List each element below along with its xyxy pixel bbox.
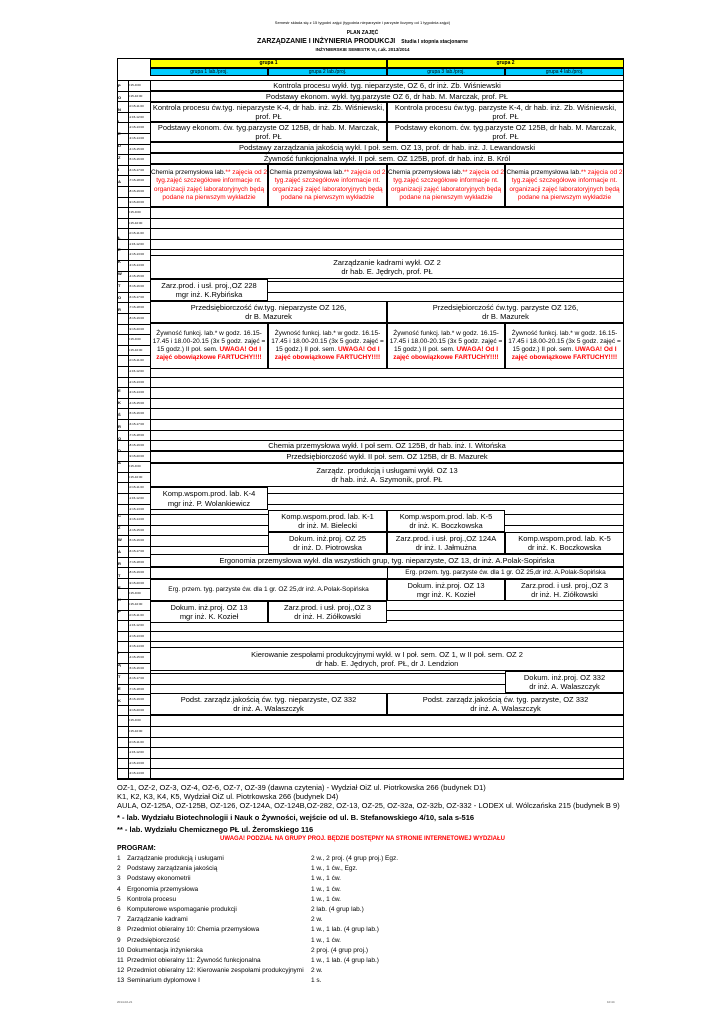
program-hours: 1 w., 1 ćw. [311, 885, 341, 893]
grid-row-line [117, 419, 624, 420]
program-item [117, 855, 617, 865]
time-label: 18:15-19:00 [128, 697, 145, 702]
program-hours: 1 s. [311, 977, 322, 985]
footer-time: 10:44 [607, 1000, 615, 1004]
title-text: ZARZĄDZANIE I INŻYNIERIA PRODUKCJI [257, 38, 396, 45]
mon-kontrola-cw-1: Kontrola procesu ćw.tyg. nieparzyste K-4, dr hab. inż. Zb. Wiśniewski, prof. PŁ [150, 102, 387, 122]
program-name: Seminarium dyplomowe I [127, 977, 200, 985]
time-label: 16:15-17:00 [128, 421, 145, 426]
day-letter: W [118, 271, 122, 276]
time-label: 12:15-13:00 [128, 506, 145, 511]
semester-label: INŻYNIERSKIE SEMESTR VI, r.ak. 2013/2014 [315, 47, 410, 52]
zyw-label: Żywność funkcj. lab.* w godz. 16.15-17.45 i 18.00-20.15 (3x 5 godz. zajęć = 15 godz.) II poł. sem. [271, 329, 384, 353]
time-label: 15:15-16:00 [128, 157, 145, 162]
time-label: 19:15-20:00 [128, 453, 145, 458]
wed-komp-lab [150, 487, 268, 510]
time-label: 12:15-13:00 [128, 760, 145, 765]
day-letter: W [118, 537, 122, 542]
subgroup-2: grupa 2 lab./proj. [268, 68, 387, 76]
time-label: 8:15-9:00 [128, 210, 141, 215]
program-item [117, 865, 617, 875]
footer-date: 2014-02-21 [117, 1000, 133, 1004]
time-label: 15:15-16:00 [128, 665, 145, 670]
chem-label: Chemia przemysłowa lab. [151, 169, 226, 177]
grid-row-line [117, 228, 624, 229]
program-item [117, 957, 617, 967]
red-warning: UWAGA! PODZIAŁ NA GRUPY PROJ. BĘDZIE DOSTĘPNY NA STRONIE INTERNETOWEJ WYDZIAŁU [220, 836, 505, 842]
grid-row-line [117, 207, 624, 208]
thu-komp-k5-lecturer: dr inż. K. Boczkowska [409, 521, 483, 530]
chem-note: ** zajęcia od 2 tyg.zajęć szczegółowe informacje nt. organizacji zajęć laboratoryjnych będą podane na pierwszym wykładzie [272, 169, 386, 201]
time-label: 18:15-19:00 [128, 570, 145, 575]
program-num: 11 [117, 957, 124, 964]
day-letter: E [118, 686, 121, 691]
program-item [117, 926, 617, 936]
tue-zywnosc-lab-1 [150, 323, 268, 369]
time-label: 11:15-12:00 [128, 623, 144, 628]
zyw-label: Żywność funkcj. lab.* w godz. 16.15-17.45 i 18.00-20.15 (3x 5 godz. zajęć = 15 godz.) II poł. sem. [508, 329, 621, 353]
time-label: 15:15-16:00 [128, 538, 145, 543]
grid-row-line [117, 779, 624, 780]
fri-dokum-title: Dokum. inż.proj. OZ 332 [523, 672, 606, 682]
program-num: 4 [117, 885, 121, 893]
zyw-warning: UWAGA! Od I zajęć obowiązkowe FARTUCHY!!!! [393, 346, 499, 362]
time-label: 13:15-14:00 [128, 135, 145, 140]
day-letter: E [118, 247, 121, 252]
program-hours: 1 w., 1 ćw. [311, 936, 341, 944]
note-bio-lab: * - lab. Wydziału Biotechnologii i Nauk o Żywności, wejście od ul. B. Stefanowskiego 4/10, sala s-516 [117, 813, 475, 822]
day-letter: Z [118, 525, 121, 530]
day-letter: A [118, 549, 121, 554]
thu-dokum-oz13 [150, 601, 268, 623]
day-letter: Ą [118, 662, 121, 667]
wed-zarzadz-wykl [150, 463, 624, 487]
chem-note: ** zajęcia od 2 tyg.zajęć szczegółowe informacje nt. organizacji zajęć laboratoryjnych będą podane na pierwszym wykładzie [509, 169, 623, 201]
time-label: 8:15-9:00 [128, 83, 141, 87]
thu-zarz-title: Zarz.prod. i usł. proj.,OZ 124A [395, 533, 497, 543]
program-name: Zarządzanie produkcją i usługami [127, 855, 224, 862]
page-title [0, 38, 725, 45]
grid-row-line [117, 377, 624, 378]
program-item [117, 977, 617, 987]
time-label: 16:15-17:00 [128, 294, 145, 299]
mon-kontrola-cw-2: Kontrola procesu ćw.tyg. parzyste K-4, dr hab. inż. Zb. Wiśniewski, prof. PŁ [387, 102, 624, 122]
chem-label: Chemia przemysłowa lab. [506, 169, 581, 177]
day-letter: I [118, 167, 120, 172]
program-hours: 1 w., 1 ćw. [311, 875, 341, 883]
program-item [117, 916, 617, 926]
subtitle-text: Studia I stopnia stacjonarne [401, 39, 468, 45]
grid-row-line [117, 218, 624, 219]
program-name: Przedmiot obieralny 11: Żywność funkcjonalna [127, 957, 261, 964]
time-label: 11:15-12:00 [128, 750, 144, 755]
time-label: 14:15-15:00 [128, 400, 145, 405]
program-hours: 1 w., 1 lab. (4 grup lab.) [311, 926, 379, 934]
wed-komp-lecturer: mgr inż. P. Wolankiewicz [167, 498, 251, 508]
note-rooms-2: K1, K2, K3, K4, K5, Wydział OiZ ul. Piotrkowska 266 (budynek D4) [117, 792, 339, 801]
program-num: 7 [117, 916, 121, 924]
time-label: 11:15-12:00 [128, 368, 144, 373]
grid-row-line [117, 631, 624, 632]
time-label: 11:15-12:00 [128, 114, 144, 119]
thu-komp-k1-lecturer: dr inż. M. Bielecki [298, 521, 357, 530]
program-num: 8 [117, 926, 121, 934]
time-label: 16:15-17:00 [128, 676, 145, 681]
program-name: Podstawy zarządzania jakością [127, 865, 218, 873]
time-label: 17:15-18:00 [128, 559, 145, 564]
program-hours: 1 w., 1 ćw., Egz. [311, 865, 358, 873]
program-name: Komputerowe wspomaganie produkcji [127, 906, 237, 913]
time-label: 12:15-13:00 [128, 379, 145, 384]
thu-komp-k1 [268, 510, 387, 532]
program-num: 6 [117, 906, 121, 913]
time-label: 8:15-9:00 [128, 718, 141, 723]
grid-row-line [117, 747, 624, 748]
day-letter: O [118, 436, 122, 441]
wed-przeds-wykl: Przedsiębiorczość wykł. II poł. sem. OZ 125B, dr B. Mazurek [150, 451, 624, 463]
grid-row-line [117, 768, 624, 769]
time-label: 13:15-14:00 [128, 263, 145, 268]
thu-zarz-lecturer: dr inż. I. Jałmużna [415, 543, 477, 552]
grid-row-line [117, 758, 624, 759]
time-label: 11:15-12:00 [128, 241, 144, 246]
subgroup-4: grupa 4 lab./proj. [505, 68, 624, 76]
thu-dokum-oz25 [268, 532, 387, 554]
thu-dokum-lecturer: dr inż. D. Piotrowska [293, 543, 362, 552]
mon-ekonom-cw-2: Podstawy ekonom. ćw. tyg.parzyste OZ 125B, dr hab. M. Marczak, prof. PŁ [387, 122, 624, 142]
time-label: 8:15-9:00 [128, 337, 141, 342]
day-letter: R [118, 307, 121, 312]
fri-jakosc-title-1: Podst. zarządz.jakością ćw. tyg. nieparzyste, OZ 332 [180, 694, 357, 704]
mon-jakosc-wykl: Podstawy zarządzania jakością wykł. I poł. sem. OZ 13, prof. dr hab. inż. J. Lewandowski [150, 142, 624, 153]
time-label: 10:15-11:00 [128, 358, 144, 363]
time-label: 9:15-10:00 [128, 601, 143, 606]
program-name: Przedmiot obieralny 10: Chemia przemysłowa [127, 926, 260, 934]
day-letter: D [118, 448, 121, 453]
day-letter: K [118, 400, 121, 405]
program-name: Zarządzanie kadrami [127, 916, 188, 924]
program-num: 5 [117, 895, 121, 903]
time-label: 12:15-13:00 [128, 252, 145, 257]
group-2-header: grupa 2 [387, 59, 624, 68]
time-label: 8:15-9:00 [128, 591, 141, 596]
day-letter: D [118, 143, 121, 148]
thu-dokum-oz13-b [387, 579, 505, 601]
note-chem-lab: ** - lab. Wydziału Chemicznego PŁ ul. Żeromskiego 116 [117, 825, 314, 834]
time-label: 9:15-10:00 [128, 474, 143, 479]
program-hours: 1 w., 1 ćw. [311, 895, 341, 903]
program-num: 12 [117, 967, 125, 975]
time-label: 10:15-11:00 [128, 104, 144, 109]
mon-chemia-lab-2 [268, 164, 387, 207]
time-label: 19:15-20:00 [128, 580, 145, 585]
day-letter: E [118, 585, 121, 590]
time-label: 8:15-9:00 [128, 464, 141, 469]
day-letter: O [118, 295, 122, 300]
tue-zarz-lecturer: mgr inż. K.Rybińska [175, 290, 243, 299]
zyw-label: Żywność funkcj. lab.* w godz. 16.15-17.45 i 18.00-20.15 (3x 5 godz. zajęć = 15 godz.) II poł. sem. [152, 329, 266, 353]
grid-row-line [117, 398, 624, 399]
fri-dokum-lecturer: dr inż. A. Walaszczyk [529, 682, 600, 691]
day-letter: K [118, 259, 121, 264]
mon-ekonom-wykl: Podstawy ekonom. wykł. tyg.parzyste OZ 6, dr hab. M. Marczak, prof. PŁ [150, 91, 624, 102]
day-letter: T [118, 283, 121, 288]
time-label: 16:15-17:00 [128, 167, 145, 172]
time-label: 9:15-10:00 [128, 347, 143, 352]
thu-komp-k5b-title: Komp.wspom.prod. lab. K-5 [518, 533, 611, 543]
time-label: 11:15-12:00 [128, 496, 144, 501]
time-label: 10:15-11:00 [128, 739, 144, 744]
day-letter: I [118, 119, 120, 124]
program-hours: 2 proj. (4 grup proj.) [311, 946, 369, 954]
zyw-warning: UWAGA! Od I zajęć obowiązkowe FARTUCHY!!!! [511, 346, 618, 362]
mon-chemia-lab-4 [505, 164, 624, 207]
time-label: 15:15-16:00 [128, 411, 145, 416]
tue-kadry-lecturer: dr hab. E. Jędrych, prof. PŁ [341, 267, 433, 276]
grid-row-line [117, 387, 624, 388]
day-letter: E [118, 131, 121, 136]
wed-komp-title: Komp.wspom.prod. lab. K-4 [162, 489, 256, 499]
tue-przeds-cw-2 [387, 301, 624, 323]
chem-note: ** zajęcia od 2 tyg.zajęć szczegółowe informacje nt. organizacji zajęć laboratoryjnych będą podane na pierwszym wykładzie [153, 169, 267, 201]
tue-zarz-proj [150, 279, 268, 301]
tue-przeds-lecturer-1: dr B. Mazurek [245, 312, 292, 321]
time-label: 16:15-17:00 [128, 549, 145, 553]
thu-komp-k5-title: Komp.wspom.prod. lab. K-5 [399, 511, 493, 521]
chem-label: Chemia przemysłowa lab. [388, 169, 463, 177]
day-letter: Z [118, 155, 121, 160]
tue-zywnosc-lab-3 [387, 323, 505, 369]
time-label: 19:15-20:00 [128, 707, 145, 712]
chem-note: ** zajęcia od 2 tyg.zajęć szczegółowe informacje nt. organizacji zajęć laboratoryjnych będą podane na pierwszym wykładzie [390, 169, 504, 201]
program-hours: 2 w. [311, 916, 323, 924]
program-num: 10 [117, 946, 125, 954]
program-name: Dokumentacja inżynierska [127, 946, 203, 954]
program-item [117, 967, 617, 977]
grid-row-line [117, 408, 624, 409]
grid-row-line [117, 430, 624, 431]
plan-label: PLAN ZAJĘĆ [346, 30, 379, 36]
time-label: 10:15-11:00 [128, 231, 144, 236]
thu-dokum-a-title: Dokum. inż.proj. OZ 13 [170, 602, 248, 612]
time-label: 12:15-13:00 [128, 633, 145, 638]
day-letter: K [118, 698, 121, 703]
program-name: Ergonomia przemysłowa [127, 885, 199, 893]
program-name: Przedsiębiorczość [127, 936, 180, 944]
day-letter: C [118, 513, 121, 518]
program-num: 13 [117, 977, 125, 985]
thu-zarz-b-title: Zarz.prod. i usł. proj.,OZ 3 [520, 580, 609, 590]
time-label: 12:15-13:00 [128, 125, 145, 130]
time-label: 14:15-15:00 [128, 146, 145, 151]
program-num: 3 [117, 875, 121, 883]
time-label: 18:15-19:00 [128, 188, 145, 193]
time-label: 9:15-10:00 [128, 729, 143, 734]
time-label: 18:15-19:00 [128, 443, 145, 448]
time-label: 14:15-15:00 [128, 654, 145, 659]
program-hours: 1 w., 1 lab. (4 grup lab.) [311, 957, 379, 964]
time-label: 19:15-20:00 [128, 326, 145, 331]
mon-kontrola-wykl: Kontrola procesu wykł. tyg. nieparzyste, OZ 6, dr inż. Zb. Wiśniewski [150, 80, 624, 91]
thu-zarz-a-title: Zarz.prod. i usł. proj.,OZ 3 [283, 602, 372, 612]
mon-chemia-lab-3 [387, 164, 505, 207]
thu-komp-k5-b [505, 532, 624, 554]
time-label: 13:15-14:00 [128, 771, 145, 776]
grid-row-line [117, 726, 624, 727]
tue-kadry-wykl [150, 255, 624, 279]
note-rooms-3: AULA, OZ-125A, OZ-125B, OZ-126, OZ-124A, OZ-124B,OZ-282, OZ-13, OZ-25, OZ-32a, OZ-32b, OZ-332 - LODEX ul. Wólczańska 215 (budynek B 9) [117, 801, 620, 810]
fri-dokum-oz332 [505, 671, 624, 693]
wed-chemia-wykl: Chemia przemysłowa wykł. I poł sem. OZ 125B, dr hab. inż. I. Witońska [150, 440, 624, 451]
time-label: 14:15-15:00 [128, 273, 145, 278]
fri-jakosc-lecturer-1: dr inż. A. Walaszczyk [233, 704, 304, 713]
group-1-header: grupa 1 [150, 59, 387, 68]
program-num: 1 [117, 855, 121, 862]
zyw-warning: UWAGA! Od I zajęć obowiązkowe FARTUCHY!!!! [274, 346, 381, 362]
zyw-label: Żywność funkcj. lab.* w godz. 16.15-17.45 i 18.00-20.15 (3x 5 godz. zajęć = 15 godz.) II poł. sem. [389, 329, 503, 353]
program-hours: 2 w. [311, 967, 323, 975]
program-item [117, 875, 617, 885]
thu-dokum-title: Dokum. inż.proj. OZ 25 [288, 533, 367, 543]
time-label: 17:15-18:00 [128, 686, 145, 691]
time-label: 17:15-18:00 [128, 178, 145, 183]
fri-kierowanie-wykl [150, 647, 624, 671]
program-num: 9 [117, 936, 121, 944]
mon-ekonom-cw-1: Podstawy ekonom. ćw. tyg.parzyste OZ 125B, dr hab. M. Marczak, prof. PŁ [150, 122, 387, 142]
time-label: 9:15-10:00 [128, 220, 143, 225]
program-title: PROGRAM: [117, 845, 156, 852]
thu-zarz-oz3 [268, 601, 387, 623]
fri-jakosc-lecturer-2: dr inż. A. Walaszczyk [470, 704, 541, 713]
tue-przeds-cw-1 [150, 301, 387, 323]
time-label: 15:15-16:00 [128, 284, 145, 289]
tue-zarz-title: Zarz.prod. i usł. proj.,OZ 228 [161, 280, 257, 290]
thu-dokum-a-lecturer: mgr inż. K. Kozieł [179, 612, 239, 621]
fri-jakosc-title-2: Podst. zarządz.jakością ćw. tyg. parzyste, OZ 332 [422, 694, 589, 704]
time-label: 17:15-18:00 [128, 432, 145, 437]
thu-ergonomia-wykl: Ergonomia przemysłowa wykł. dla wszystkich grup, tyg. nieparzyste, OZ 13, dr inż. A.Polak-Sopińska [150, 554, 624, 567]
time-label: 9:15-10:00 [128, 93, 143, 98]
grid-row-line [117, 641, 624, 642]
thu-zarz-b-lecturer: dr inż. H. Ziółkowski [531, 590, 598, 599]
day-letter: R [118, 424, 121, 429]
wed-zarzadz-title: Zarządz. produkcją i usługami wykł. OZ 13 [316, 465, 458, 475]
tue-zywnosc-lab-4 [505, 323, 624, 369]
thu-ergonomia-cw-2: Erg. przem. tyg. parzyste ćw. dla 1 gr. OZ 25,dr inż. A.Polak-Sopińska [387, 567, 624, 579]
thu-zarz-a-lecturer: dr inż. H. Ziółkowski [294, 612, 361, 621]
program-name: Kontrola procesu [127, 895, 177, 903]
thu-zarz-oz3-b [505, 579, 624, 601]
fri-jakosc-cw-2 [387, 693, 624, 715]
time-label: 18:15-19:00 [128, 316, 145, 320]
day-letter: N [118, 107, 121, 112]
time-label: 13:15-14:00 [128, 644, 145, 649]
tue-przeds-title-1: Przedsiębiorczość ćw.tyg. nieparzyste OZ 126, [190, 302, 347, 312]
tue-przeds-title-2: Przedsiębiorczość ćw.tyg. parzyste OZ 126, [432, 302, 579, 312]
time-label: 10:15-11:00 [128, 485, 144, 490]
day-letter: Ś [118, 412, 121, 417]
zyw-warning: UWAGA! Od I zajęć obowiązkowe FARTUCHY!!!! [156, 346, 262, 362]
program-name: Podstawy ekonometrii [127, 875, 191, 883]
time-label: 14:15-15:00 [128, 527, 145, 532]
time-label: 10:15-11:00 [128, 612, 144, 617]
program-hours: 2 w., 2 proj. (4 grup proj.) Egz. [311, 855, 399, 862]
time-label: 13:15-14:00 [128, 390, 145, 395]
program-item [117, 896, 617, 906]
thu-dokum-b-lecturer: mgr inż. K. Kozieł [416, 590, 476, 599]
day-letter: K [118, 597, 121, 602]
program-item [117, 937, 617, 947]
grid-row-line [117, 715, 624, 716]
day-letter: A [118, 460, 121, 465]
grid-row-line [117, 249, 624, 250]
day-letter: O [118, 95, 122, 100]
day-letter: I [118, 650, 120, 655]
grid-col-line [128, 80, 129, 779]
subgroup-1: grupa 1 lab./proj. [150, 68, 268, 76]
day-letter: T [118, 573, 121, 578]
tue-przeds-lecturer-2: dr B. Mazurek [482, 312, 529, 321]
time-label: 19:15-20:00 [128, 199, 145, 204]
fri-kierowanie-title: Kierowanie zespołami produkcyjnymi wykł. w I poł. sem. OZ 1, w II poł. sem. OZ 2 [251, 649, 523, 659]
subgroup-3: grupa 3 lab./proj. [387, 68, 505, 76]
thu-komp-k5 [387, 510, 505, 532]
note-rooms-1: OZ-1, OZ-2, OZ-3, OZ-4, OZ-6, OZ-7, OZ-39 (dawna czytenia) - Wydział OiZ ul. Piotrkowska 266 (budynek D1) [117, 783, 486, 792]
thu-dokum-b-title: Dokum. inż.proj. OZ 13 [407, 580, 485, 590]
thu-zarz-oz124a [387, 532, 505, 554]
day-letter: T [118, 674, 121, 679]
mon-zywnosc-wykl: Żywność funkcjonalna wykł. II poł. sem. OZ 125B, prof. dr hab. inż. B. Król [150, 153, 624, 164]
thu-komp-k1-title: Komp.wspom.prod. lab. K-1 [281, 511, 374, 521]
thu-ergonomia-cw-1: Erg. przem. tyg. parzyste ćw. dla 1 gr. OZ 25,dr inż. A.Polak-Sopińska [150, 579, 387, 601]
day-letter: E [118, 388, 121, 393]
program-hours: 2 lab. (4 grup lab.) [311, 906, 364, 913]
program-item [117, 886, 617, 896]
tue-kadry-title: Zarządzanie kadrami wykł. OZ 2 [333, 257, 441, 267]
day-letter: P [118, 609, 121, 614]
mon-chemia-lab-1 [150, 164, 268, 207]
day-letter: Ł [118, 235, 121, 240]
grid-row-line [117, 239, 624, 240]
time-label: 13:15-14:00 [128, 517, 145, 522]
program-item [117, 906, 617, 916]
program-num: 2 [117, 865, 121, 873]
fri-jakosc-cw-1 [150, 693, 387, 715]
day-letter: P [118, 83, 121, 88]
program-item [117, 947, 617, 957]
fri-kierowanie-lecturer: dr hab. E. Jędrych, prof. PŁ, dr J. Lendzion [315, 659, 459, 668]
thu-komp-k5b-lecturer: dr inż. K. Boczkowska [527, 543, 602, 552]
grid-row-line [117, 737, 624, 738]
program-name: Przedmiot obieralny 12: Kierowanie zespołami produkcyjnymi [127, 967, 304, 975]
time-label: 17:15-18:00 [128, 305, 145, 310]
tue-zywnosc-lab-2 [268, 323, 387, 369]
wed-zarzadz-lecturer: dr hab. inż. A. Szymonik, prof. PŁ [331, 475, 443, 484]
chem-label: Chemia przemysłowa lab. [269, 169, 344, 177]
day-letter: R [118, 561, 121, 566]
day-letter: A [118, 179, 121, 184]
semester-note: Semestr składa się z 15 tygodni zajęć (tygodnia nieparzyste i parzyste liczymy od 1 tygodnia zajęć) [274, 20, 451, 25]
